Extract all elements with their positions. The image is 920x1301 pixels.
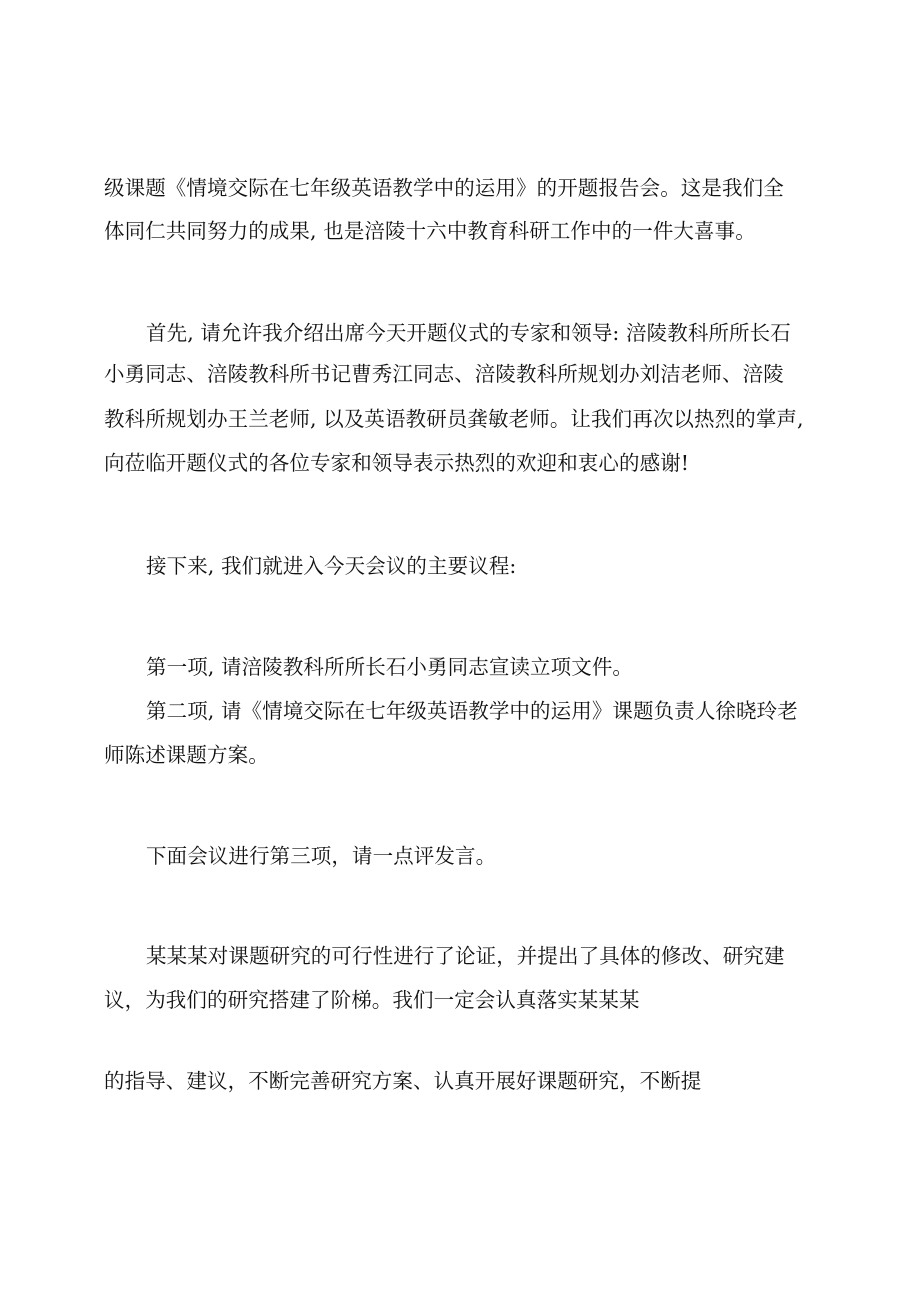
paragraph-2-line-2: 小勇同志、涪陵教科所书记曹秀江同志、涪陵教科所规划办刘洁老师、涪陵 — [104, 362, 784, 386]
paragraph-4: 下面会议进行第三项，请一点评发言。 — [146, 844, 497, 868]
paragraph-6: 的指导、建议，不断完善研究方案、认真开展好课题研究，不断提 — [104, 1069, 702, 1093]
agenda-item-1: 第一项, 请涪陵教科所所长石小勇同志宣读立项文件。 — [146, 655, 634, 679]
paragraph-1-line-1: 级课题《情境交际在七年级英语教学中的运用》的开题报告会。这是我们全 — [104, 176, 784, 200]
paragraph-2-line-4: 向莅临开题仪式的各位专家和领导表示热烈的欢迎和衷心的感谢! — [104, 451, 690, 475]
paragraph-2-line-1: 首先, 请允许我介绍出席今天开题仪式的专家和领导: 涪陵教科所所长石 — [146, 321, 791, 345]
paragraph-1-line-2: 体同仁共同努力的成果, 也是涪陵十六中教育科研工作中的一件大喜事。 — [104, 219, 756, 243]
paragraph-2-line-3: 教科所规划办王兰老师, 以及英语教研员龚敏老师。让我们再次以热烈的掌声, — [104, 407, 804, 431]
paragraph-5-line-2: 议，为我们的研究搭建了阶梯。我们一定会认真落实某某某 — [104, 988, 640, 1012]
agenda-item-2-line-1: 第二项, 请《情境交际在七年级英语教学中的运用》课题负责人徐晓玲老 — [146, 699, 798, 723]
paragraph-3: 接下来, 我们就进入今天会议的主要议程: — [146, 554, 517, 578]
paragraph-5-line-1: 某某某对课题研究的可行性进行了论证，并提出了具体的修改、研究建 — [146, 944, 785, 968]
agenda-item-2-line-2: 师陈述课题方案。 — [104, 743, 269, 767]
